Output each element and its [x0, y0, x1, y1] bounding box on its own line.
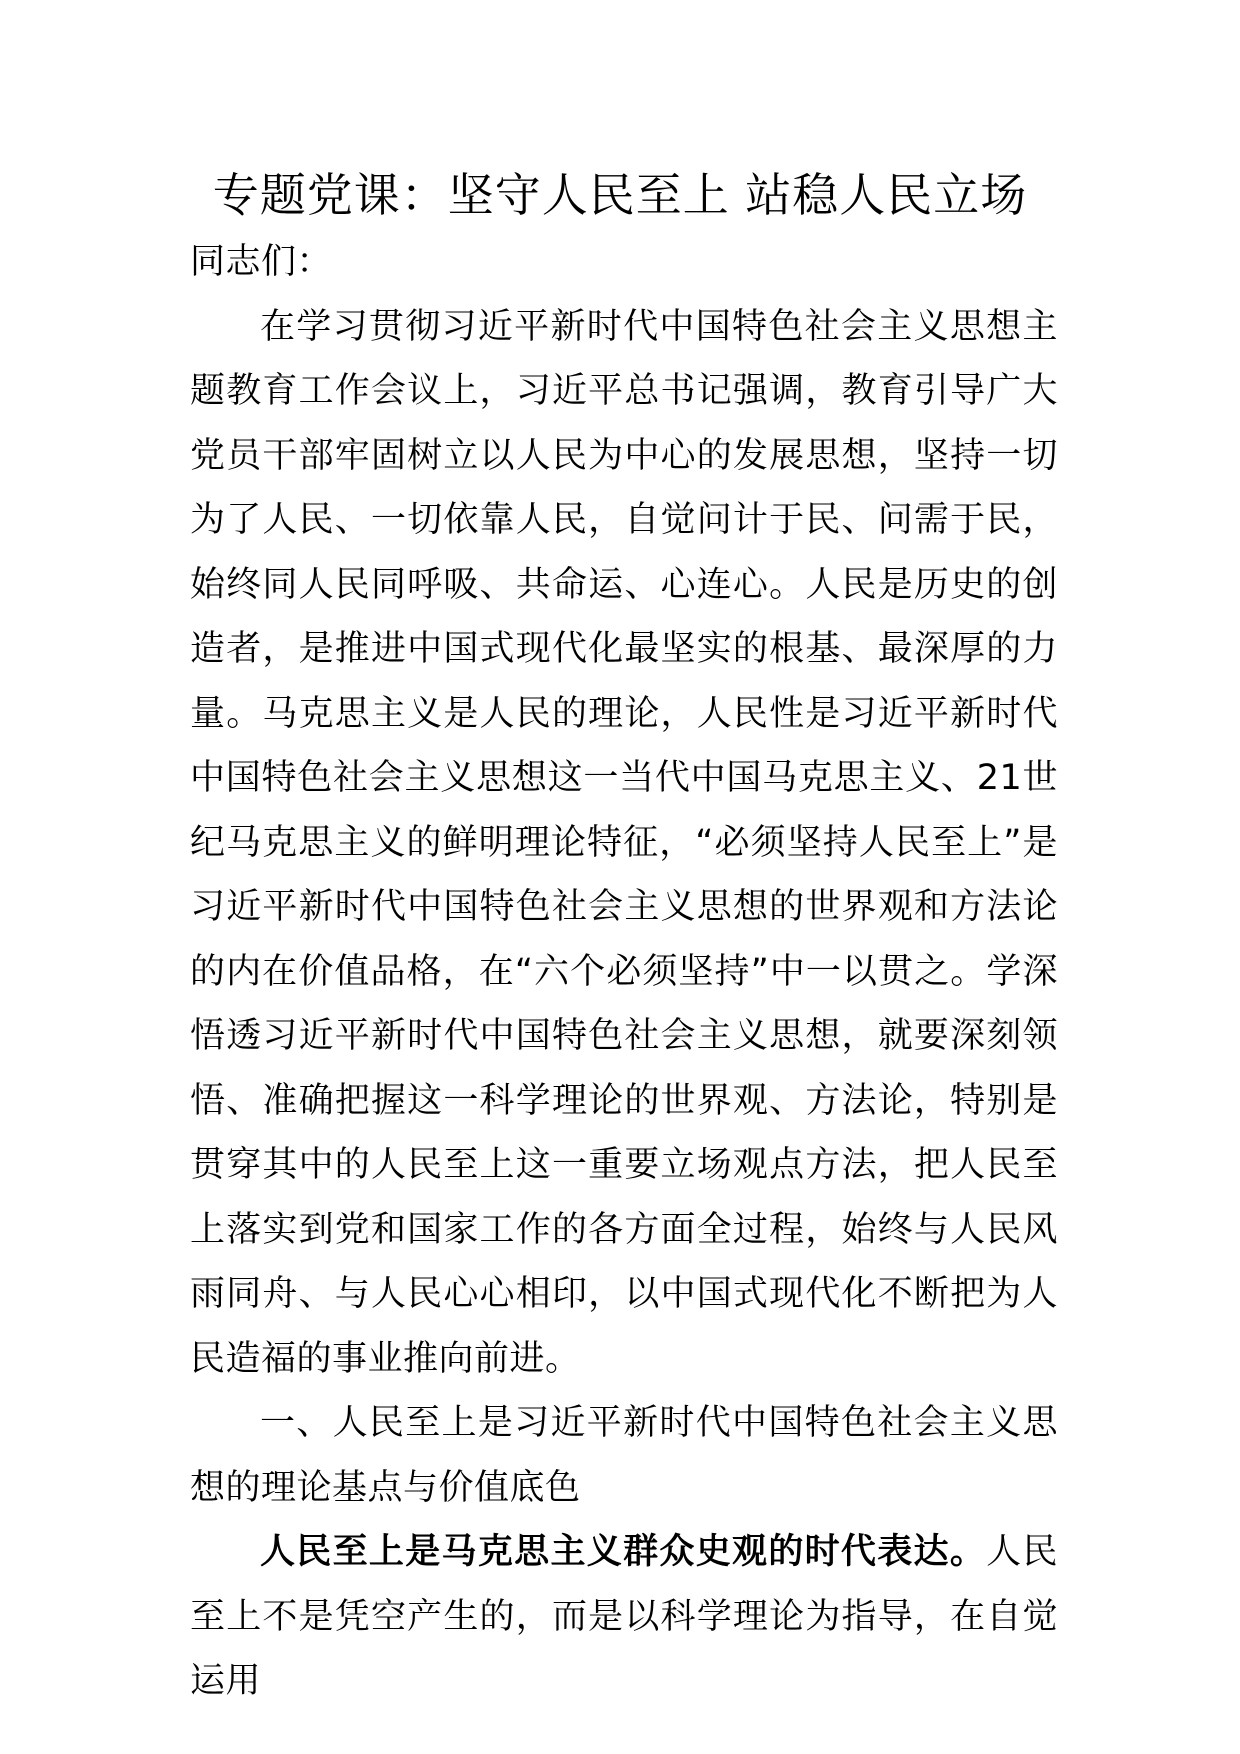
paragraph-intro: 在学习贯彻习近平新时代中国特色社会主义思想主题教育工作会议上，习近平总书记强调，教育引导广大党员干部牢固树立以人民为中心的发展思想，坚持一切为了人民、一切依靠人民，自觉问计于民、问需于民，始终同人民同呼吸、共命运、心连心。人民是历史的创造者，是推进中国式现代化最坚实的根基、最深厚的力量。马克思主义是人民的理论，人民性是习近平新时代中国特色社会主义思想这一当代中国马克思主义、21世纪马克思主义的鲜明理论特征，“必须坚持人民至上”是习近平新时代中国特色社会主义思想的世界观和方法论的内在价值品格，在“六个必须坚持”中一以贯之。学深悟透习近平新时代中国特色社会主义思想，就要深刻领悟、准确把握这一科学理论的世界观、方法论，特别是贯穿其中的人民至上这一重要立场观点方法，把人民至上落实到党和国家工作的各方面全过程，始终与人民风雨同舟、与人民心心相印，以中国式现代化不断把为人民造福的事业推向前进。	[190, 306, 1058, 1379]
document-title: 专题党课：坚守人民至上 站稳人民立场	[212, 168, 1028, 222]
document-body	[190, 230, 1058, 1714]
paragraph-lead-sentence: 人民至上是马克思主义群众史观的时代表达。	[260, 1532, 987, 1572]
section-heading-1: 一、人民至上是习近平新时代中国特色社会主义思想的理论基点与价值底色	[190, 1403, 1058, 1508]
paragraph-section-1	[190, 1520, 1058, 1714]
salutation: 同志们：	[190, 242, 333, 282]
paragraph-body-text: 人民至上不是凭空产生的，而是以科学理论为指导，在自觉运用	[190, 1532, 1058, 1701]
